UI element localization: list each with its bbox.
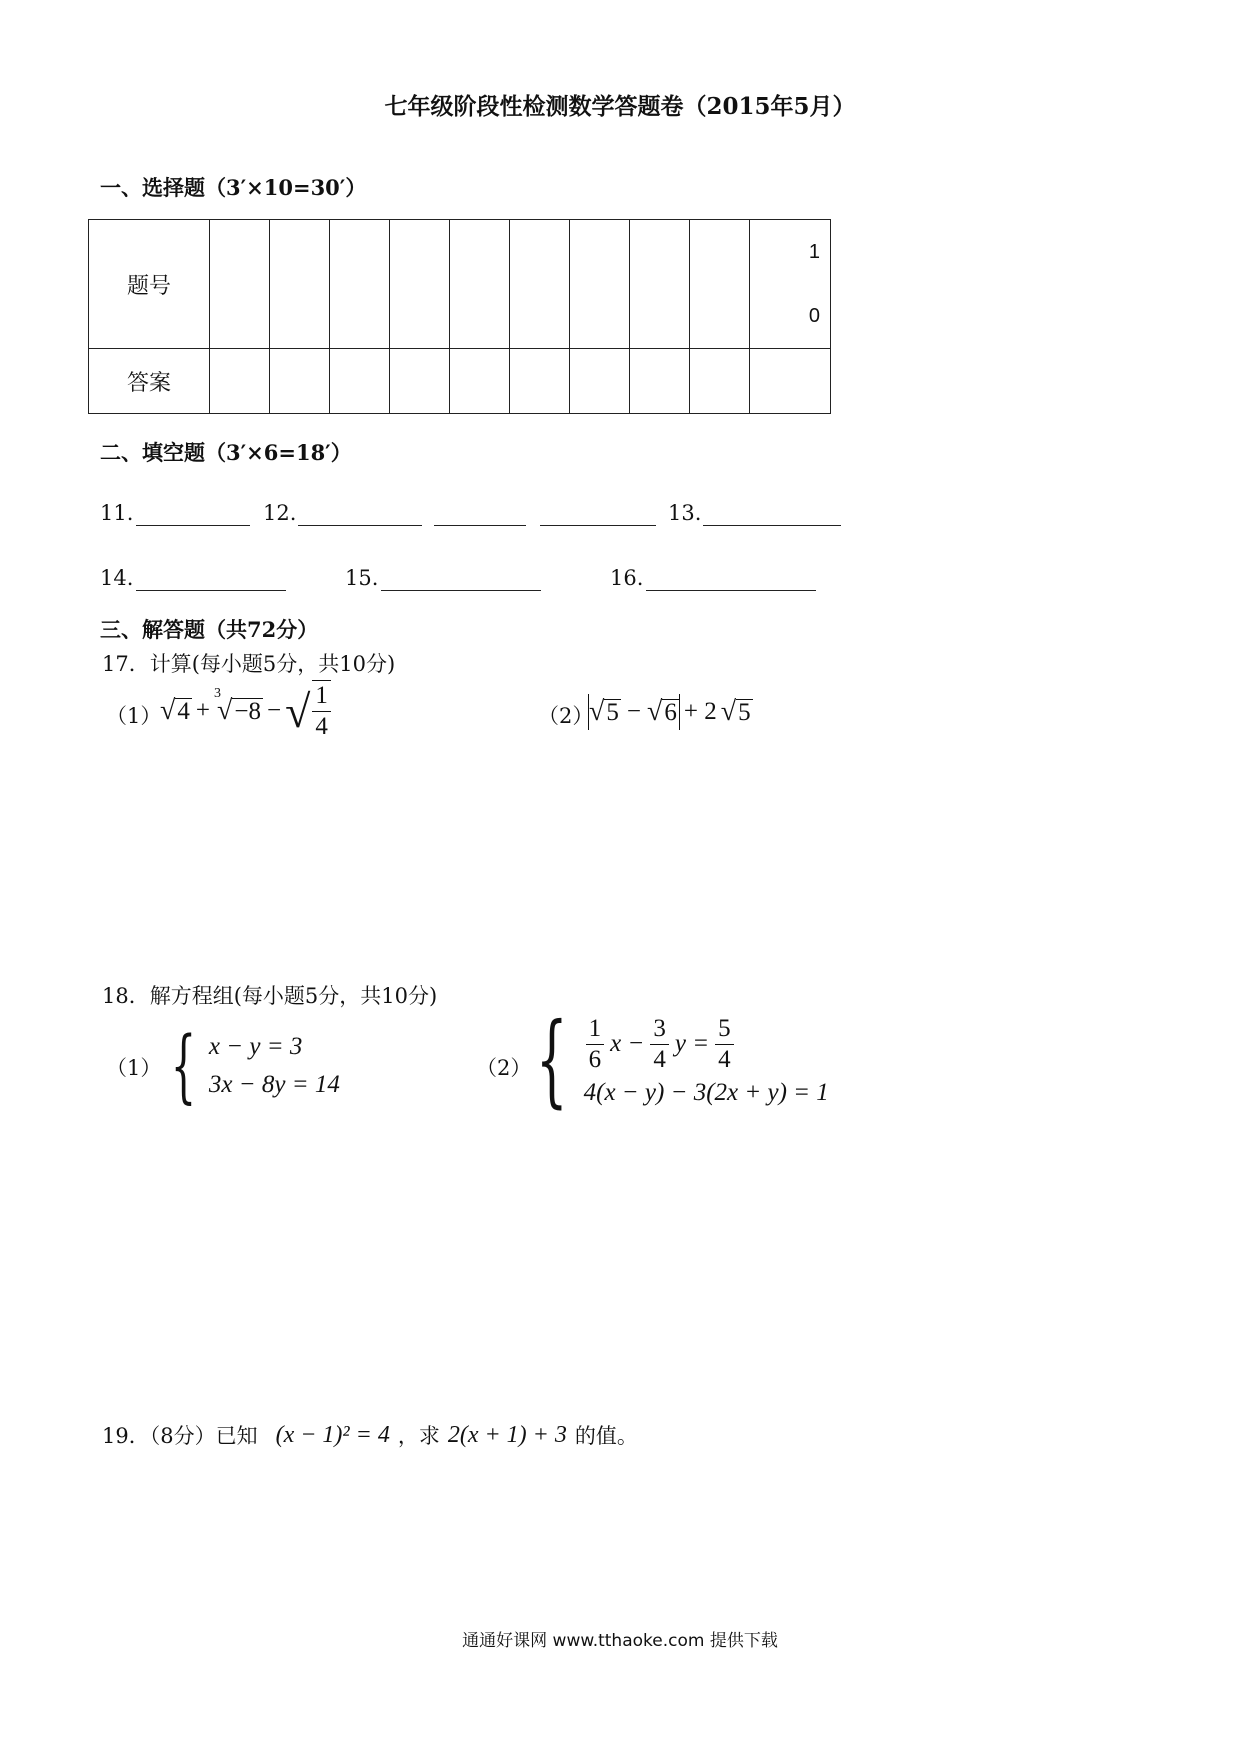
- q18-stem: 18．解方程组(每小题5分，共10分): [102, 984, 438, 1008]
- q18-system1: [158, 1019, 340, 1112]
- q19-expression: 2(x + 1) + 3: [447, 1421, 567, 1448]
- section-2-heading: 二、填空题（3′×6=18′）: [100, 440, 352, 465]
- q17-expr2: [588, 694, 753, 730]
- radicand: −8: [234, 697, 261, 725]
- number-cell: [450, 220, 510, 349]
- fraction: [650, 1014, 669, 1075]
- denominator: 6: [588, 1045, 602, 1073]
- sqrt-sign: √: [646, 696, 663, 727]
- q18-part1-label: （1）: [106, 1056, 162, 1080]
- answer-cell[interactable]: [330, 349, 390, 414]
- term-x: x −: [610, 1030, 645, 1057]
- q17-part1-label: （1）: [106, 704, 162, 728]
- answer-cell[interactable]: [510, 349, 570, 414]
- blank-label-13: 13.: [668, 501, 702, 525]
- blank-13[interactable]: [703, 525, 841, 526]
- answer-grid: [88, 219, 831, 414]
- fraction: [715, 1014, 734, 1075]
- footer-credit: 通通好课网 www.tthaoke.com 提供下载: [462, 1631, 778, 1651]
- system2-lines: [584, 1014, 829, 1107]
- blank-label-16: 16.: [610, 566, 644, 590]
- row-head-number: 题号: [89, 220, 210, 349]
- blank-12c[interactable]: [540, 525, 656, 526]
- number-cell: [570, 220, 630, 349]
- number-cell: [510, 220, 570, 349]
- system1-line1: x − y = 3: [208, 1033, 303, 1060]
- page-title: 七年级阶段性检测数学答题卷（2015年5月）: [384, 93, 856, 120]
- row-head-answer: 答案: [89, 349, 210, 414]
- answer-cell[interactable]: [750, 349, 831, 414]
- numerator: 1: [312, 681, 331, 712]
- plus-term: + 2: [683, 698, 717, 725]
- sqrt-sign: √: [720, 696, 737, 727]
- blank-16[interactable]: [646, 590, 816, 591]
- denominator: 4: [718, 1045, 731, 1073]
- number-cell: [690, 220, 750, 349]
- blank-12b[interactable]: [434, 525, 526, 526]
- cube-root-index: 3: [213, 686, 221, 701]
- blank-15[interactable]: [381, 590, 541, 591]
- answer-cell[interactable]: [210, 349, 270, 414]
- blank-14[interactable]: [136, 590, 286, 591]
- plus-sign: +: [195, 697, 210, 724]
- answer-cell[interactable]: [690, 349, 750, 414]
- q19-equation: (x − 1)² = 4: [275, 1421, 390, 1448]
- answer-cell[interactable]: [450, 349, 510, 414]
- number-cell-10: [750, 220, 831, 349]
- number-cell: [210, 220, 270, 349]
- left-brace: {: [170, 1019, 197, 1112]
- blank-label-12: 12.: [263, 501, 297, 525]
- abs-bar-right: [679, 694, 680, 730]
- section-1-heading: 一、选择题（3′×10=30′）: [100, 175, 367, 200]
- blank-label-15: 15.: [345, 566, 379, 590]
- number-cell: [330, 220, 390, 349]
- number-cell: [390, 220, 450, 349]
- system1-line2: 3x − 8y = 14: [208, 1071, 340, 1098]
- q19-mid: ，求: [397, 1424, 440, 1448]
- answer-cell[interactable]: [630, 349, 690, 414]
- blank-12a[interactable]: [298, 525, 422, 526]
- cube-root-sign: √: [216, 695, 233, 726]
- q17-stem: 17．计算(每小题5分，共10分): [102, 652, 396, 676]
- q17-expr1: [160, 680, 333, 742]
- number-10-bottom: 0: [808, 305, 820, 327]
- blank-label-11: 11.: [100, 501, 134, 525]
- answer-cell[interactable]: [390, 349, 450, 414]
- q19: [102, 1420, 638, 1450]
- answer-row: [89, 349, 831, 414]
- fraction: [312, 680, 331, 742]
- blank-label-14: 14.: [100, 566, 134, 590]
- sqrt-sign: √: [589, 696, 605, 727]
- number-row: [89, 220, 831, 349]
- minus-sign: −: [266, 697, 282, 724]
- sqrt-sign: √: [285, 685, 311, 737]
- denominator: 4: [315, 713, 328, 740]
- q19-tail: 的值。: [574, 1424, 638, 1448]
- section-3-heading: 三、解答题（共72分）: [100, 617, 319, 642]
- number-10-top: 1: [808, 241, 820, 263]
- answer-cell[interactable]: [270, 349, 330, 414]
- q17-part2-label: （2）: [538, 704, 594, 728]
- term-y: y =: [674, 1030, 710, 1057]
- radicand: 5: [738, 698, 751, 726]
- numerator: 1: [586, 1014, 605, 1045]
- denominator: 4: [653, 1045, 666, 1073]
- numerator: 5: [715, 1014, 734, 1045]
- radicand: 4: [177, 697, 190, 725]
- left-brace: {: [535, 1001, 568, 1118]
- q19-lead: 19．（8分）已知: [102, 1424, 258, 1448]
- q18-system2: [520, 1001, 829, 1118]
- answer-cell[interactable]: [570, 349, 630, 414]
- number-cell: [270, 220, 330, 349]
- sqrt-sign: √: [160, 695, 176, 726]
- radicand: 5: [606, 698, 619, 726]
- system1-lines: [209, 1033, 340, 1099]
- system2-line1: [584, 1014, 829, 1075]
- radicand: 6: [664, 698, 677, 726]
- system2-line2: 4(x − y) − 3(2x + y) = 1: [583, 1078, 829, 1106]
- number-cell: [630, 220, 690, 349]
- fraction: [586, 1014, 605, 1075]
- numerator: 3: [650, 1014, 669, 1045]
- q18-part2-label: （2）: [476, 1056, 532, 1080]
- minus-sign: −: [626, 698, 641, 725]
- blank-11[interactable]: [136, 525, 250, 526]
